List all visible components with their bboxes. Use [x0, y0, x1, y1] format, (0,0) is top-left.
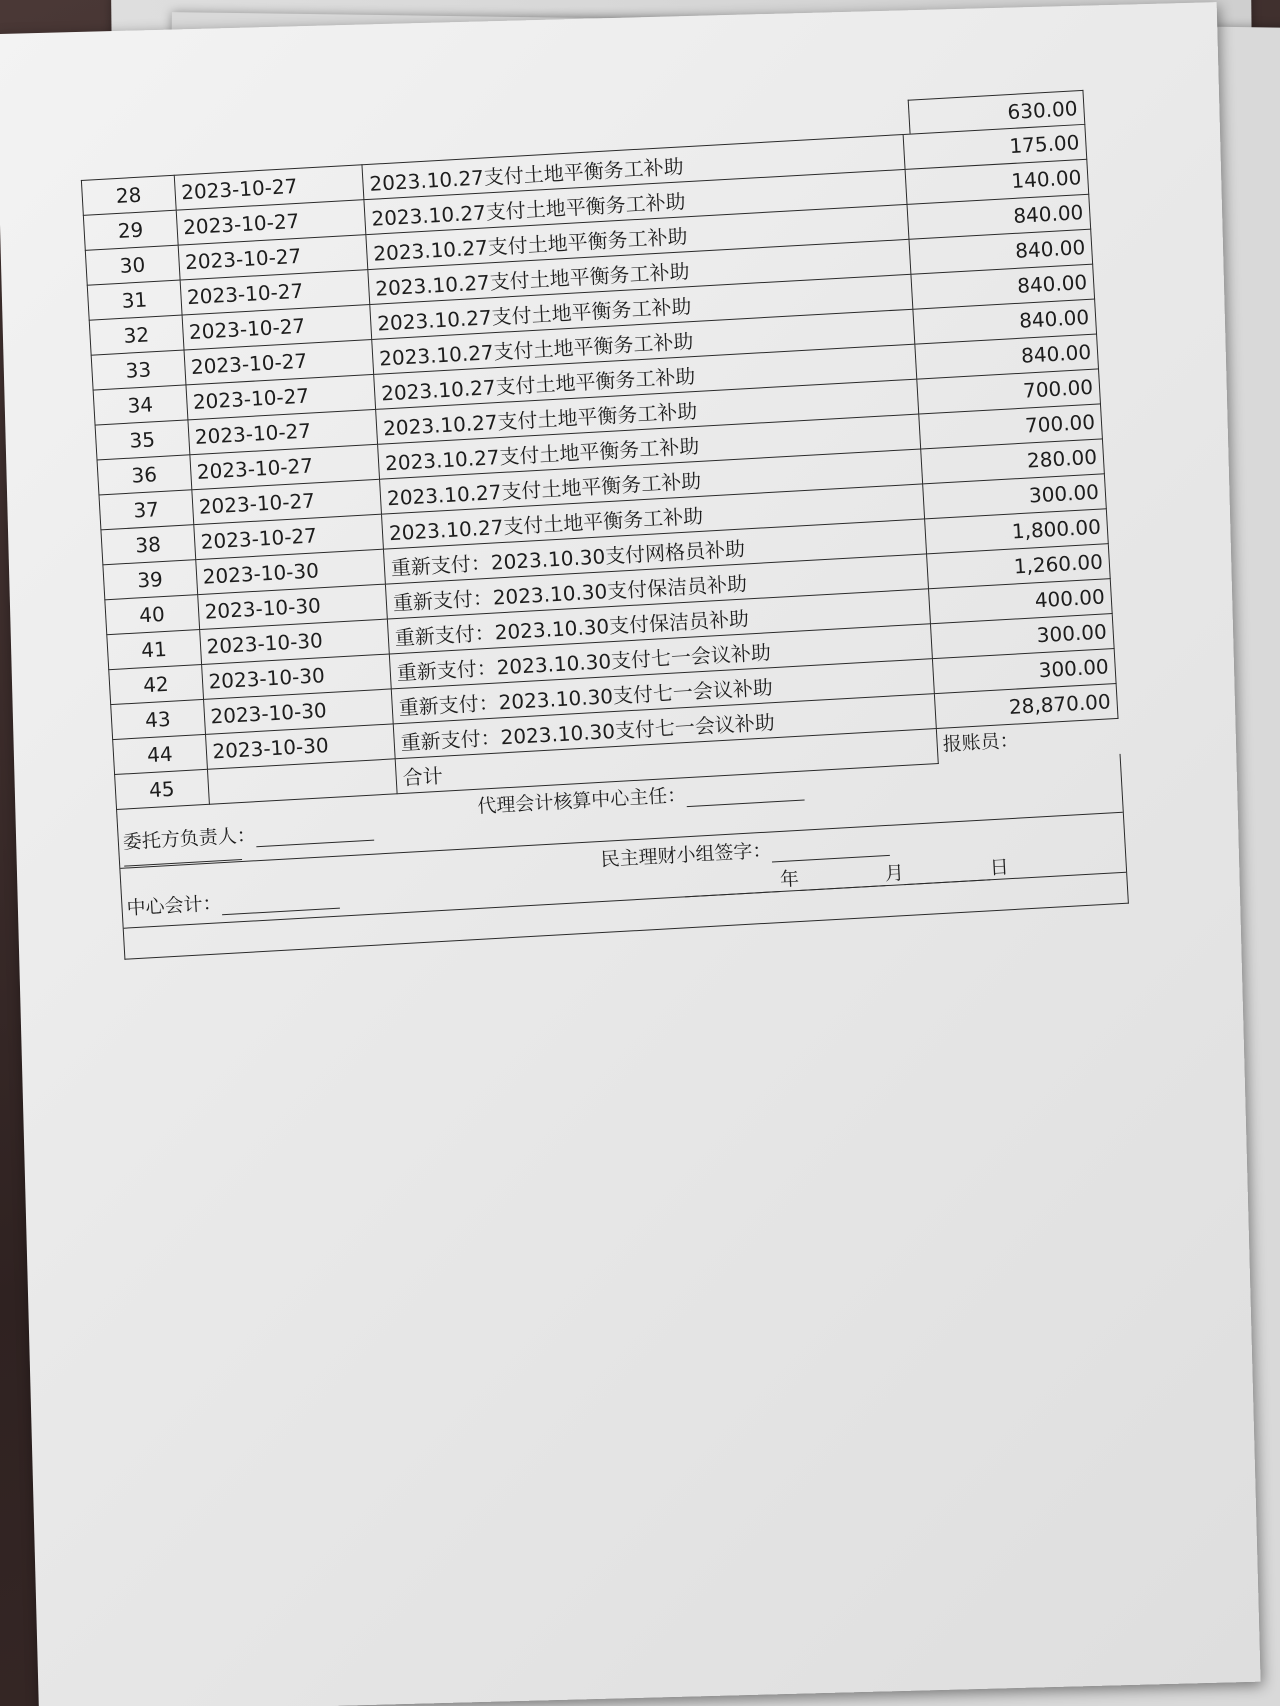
- accountant-line: [221, 888, 340, 916]
- row-date: 2023-10-30: [203, 689, 393, 734]
- row-desc: 重新支付：2023.10.30支付保洁员补助: [387, 589, 930, 654]
- row-amount: 1,260.00: [926, 544, 1110, 589]
- row-amount: 1,800.00: [924, 509, 1108, 554]
- row-desc: 2023.10.27支付土地平衡务工补助: [381, 484, 924, 549]
- row-amount: 840.00: [914, 334, 1098, 379]
- row-no: 32: [89, 315, 183, 355]
- row-desc: 重新支付：2023.10.30支付保洁员补助: [385, 554, 928, 619]
- row-no: 36: [97, 455, 191, 495]
- row-no: 44: [113, 734, 207, 774]
- row-desc: 重新支付：2023.10.30支付七一会议补助: [389, 624, 932, 689]
- committee-line: [771, 835, 890, 863]
- row-no: 39: [103, 560, 197, 600]
- row-amount: 28,870.00: [934, 683, 1118, 728]
- row-no: 40: [105, 595, 199, 635]
- row-no: 29: [83, 210, 177, 250]
- row-desc: 2023.10.27支付土地平衡务工补助: [380, 449, 923, 514]
- row-no: 41: [107, 630, 201, 670]
- principal-label: 委托方负责人：: [122, 824, 257, 854]
- principal-line: [255, 820, 374, 848]
- row-amount: 280.00: [920, 439, 1104, 484]
- row-amount: 300.00: [922, 474, 1106, 519]
- row-no: 38: [101, 525, 195, 565]
- row-desc: 2023.10.27支付土地平衡务工补助: [372, 309, 915, 374]
- row-desc: 2023.10.27支付土地平衡务工补助: [376, 379, 919, 444]
- row-desc: 2023.10.27支付土地平衡务工补助: [374, 344, 917, 409]
- row-no: 33: [91, 350, 185, 390]
- row-amount: 175.00: [903, 124, 1087, 169]
- row-desc: 2023.10.27支付土地平衡务工补助: [368, 239, 911, 304]
- row-date: 2023-10-30: [195, 549, 385, 594]
- committee-label: 民主理财小组签字：: [600, 839, 772, 871]
- row-amount: 700.00: [918, 404, 1102, 449]
- row-amount: 300.00: [932, 649, 1116, 694]
- row-desc: 2023.10.27支付土地平衡务工补助: [366, 204, 909, 269]
- row-no: 43: [111, 699, 205, 739]
- row-desc: 2023.10.27支付土地平衡务工补助: [364, 169, 907, 234]
- clerk-label: 报账员：: [942, 729, 1020, 756]
- row-date: 2023-10-30: [197, 584, 387, 629]
- row-amount: 140.00: [905, 159, 1089, 204]
- row-no: 30: [85, 245, 179, 285]
- row-amount: 840.00: [907, 194, 1091, 239]
- row-desc: 重新支付：2023.10.30支付网格员补助: [383, 519, 926, 584]
- carried-amount: 630.00: [908, 90, 1086, 134]
- director-line: [686, 780, 805, 808]
- row-date: 2023-10-27: [184, 339, 374, 384]
- row-amount: 840.00: [912, 299, 1096, 344]
- row-amount: 840.00: [911, 264, 1095, 309]
- ledger-document: [81, 96, 1129, 960]
- row-date: 2023-10-27: [182, 305, 372, 350]
- row-desc: 2023.10.27支付土地平衡务工补助: [370, 274, 913, 339]
- row-date: 2023-10-27: [178, 235, 368, 280]
- row-date: 2023-10-27: [193, 514, 383, 559]
- row-amount: 700.00: [916, 369, 1100, 414]
- row-date: 2023-10-30: [205, 724, 395, 769]
- row-desc: 2023.10.27支付土地平衡务工补助: [378, 414, 921, 479]
- ledger-table: [81, 124, 1121, 810]
- director-label: 代理会计核算中心主任：: [476, 784, 687, 818]
- row-no: 31: [87, 280, 181, 320]
- row-amount: 840.00: [909, 229, 1093, 274]
- row-date: 2023-10-27: [191, 479, 381, 524]
- row-no: 28: [81, 175, 175, 215]
- row-date: 2023-10-30: [201, 654, 391, 699]
- row-desc: 重新支付：2023.10.30支付七一会议补助: [391, 659, 934, 724]
- row-desc: 2023.10.27支付土地平衡务工补助: [362, 135, 905, 200]
- year-label: 年: [779, 867, 800, 892]
- row-no: 35: [95, 420, 189, 460]
- row-date: 2023-10-27: [187, 409, 377, 454]
- accountant-field: [126, 882, 340, 921]
- row-no: 34: [93, 385, 187, 425]
- day-label: 日: [989, 856, 1010, 880]
- row-date: 2023-10-27: [185, 374, 375, 419]
- month-label: 月: [884, 862, 905, 886]
- total-row-no: 45: [115, 769, 209, 809]
- row-date: 2023-10-27: [180, 270, 370, 315]
- paper-sheet: [0, 2, 1261, 1706]
- row-amount: 300.00: [930, 614, 1114, 659]
- row-desc: 重新支付：2023.10.30支付七一会议补助: [393, 694, 936, 759]
- row-date: 2023-10-30: [199, 619, 389, 664]
- row-no: 42: [109, 665, 203, 705]
- row-date: 2023-10-27: [189, 444, 379, 489]
- row-date: 2023-10-27: [176, 200, 366, 245]
- accountant-label: 中心会计：: [125, 892, 223, 920]
- row-date: 2023-10-27: [174, 165, 364, 210]
- row-no: 37: [99, 490, 193, 530]
- row-amount: 400.00: [928, 579, 1112, 624]
- ledger-body: [81, 124, 1118, 774]
- total-row-label: 合计: [395, 729, 938, 794]
